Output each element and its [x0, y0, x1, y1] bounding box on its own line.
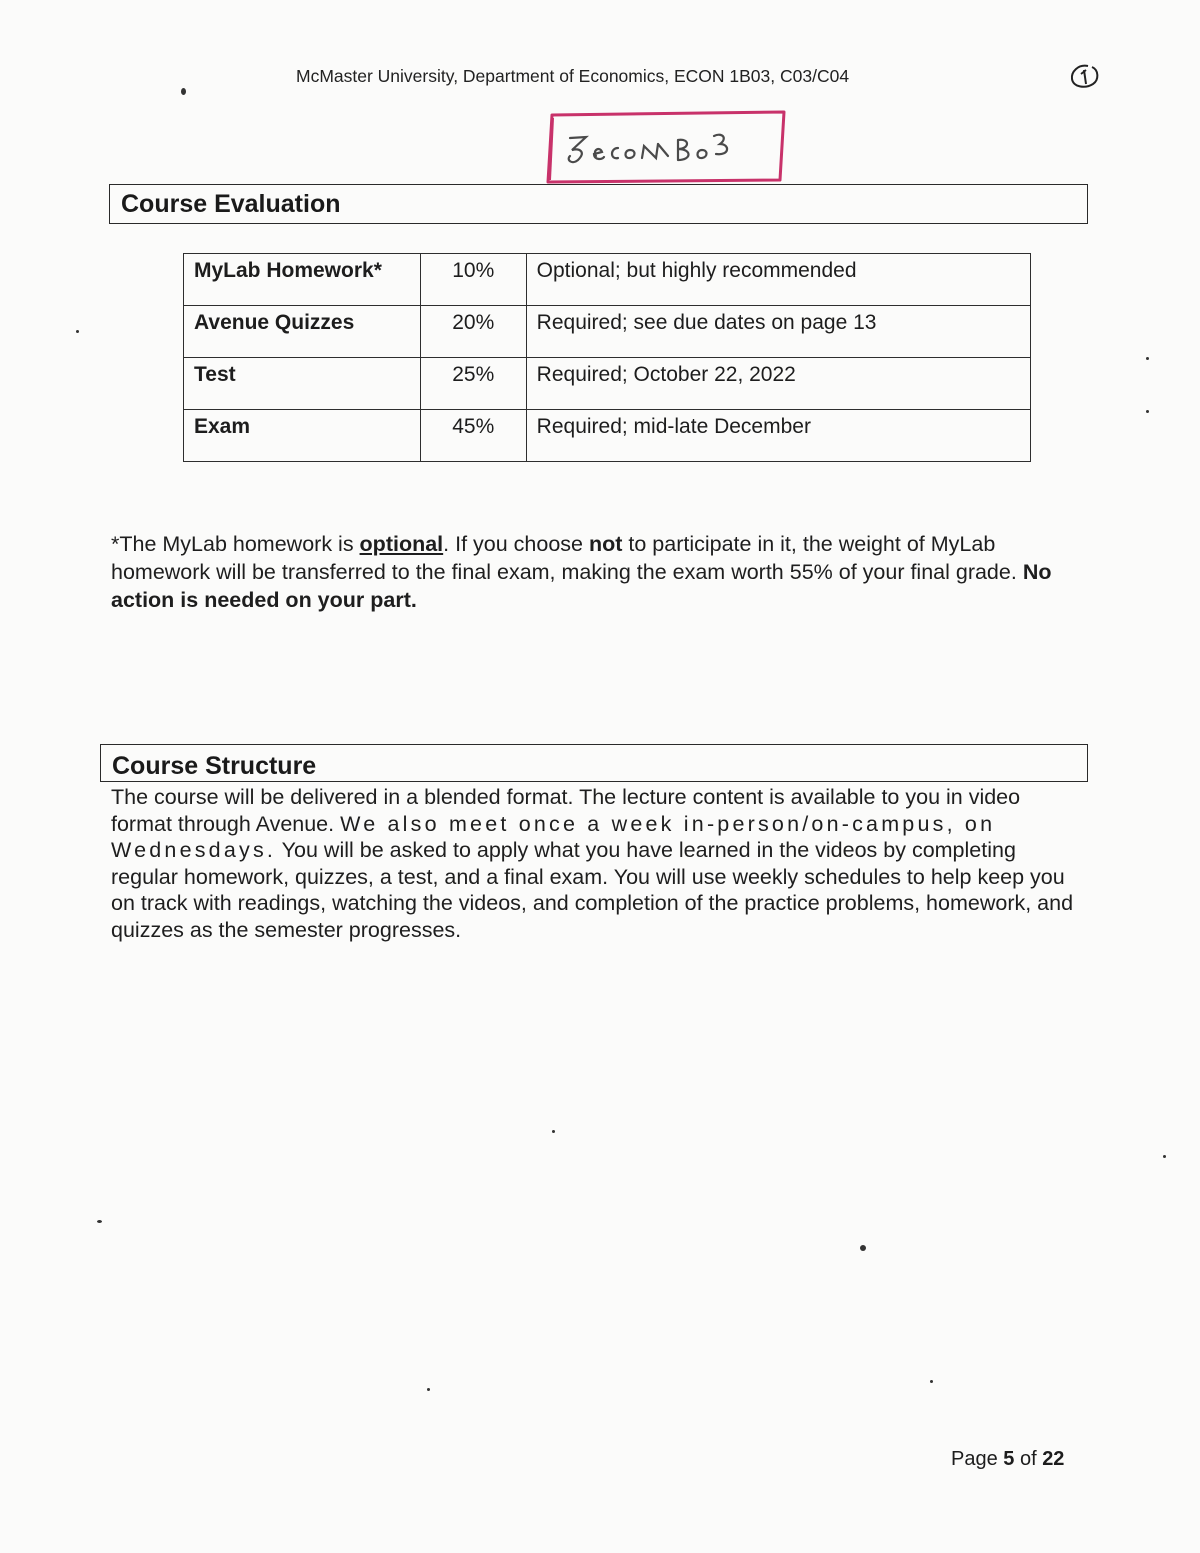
scan-speck — [860, 1245, 866, 1251]
weight-cell: 20% — [420, 306, 526, 358]
scan-speck — [1146, 357, 1149, 360]
weight-cell: 25% — [420, 358, 526, 410]
no-action-statement: No action is needed on your part. — [111, 560, 1052, 612]
optional-emphasis: optional — [359, 532, 444, 556]
scan-speck — [1163, 1155, 1166, 1158]
weight-cell: 10% — [420, 254, 526, 306]
note-cell: Required; see due dates on page 13 — [526, 306, 1030, 358]
handwritten-circled-number — [1068, 60, 1102, 92]
component-cell: Exam — [184, 410, 421, 462]
page-number: Page 5 of 22 — [951, 1448, 1065, 1470]
document-header: McMaster University, Department of Economics, ECON 1B03, C03/C04 — [296, 66, 850, 86]
handwritten-course-code-stamp — [544, 110, 788, 186]
component-cell: Avenue Quizzes — [184, 306, 421, 358]
scan-speck — [181, 88, 186, 95]
scan-speck — [97, 1220, 102, 1223]
table-row — [184, 358, 1031, 410]
weight-cell: 45% — [420, 410, 526, 462]
scan-speck — [76, 330, 79, 333]
course-structure-title: Course Structure — [112, 752, 317, 780]
scan-speck — [930, 1380, 933, 1383]
scan-speck — [552, 1130, 555, 1133]
mylab-optional-note: *The MyLab homework is optional. If you choose not to participate in it, the weight of MyLab homework will be transferred to the final exam, making the exam worth 55% of your final grade. No action is needed on your part. — [111, 532, 1052, 612]
note-cell: Required; October 22, 2022 — [526, 358, 1030, 410]
course-evaluation-title: Course Evaluation — [121, 190, 341, 218]
component-cell: Test — [184, 358, 421, 410]
spaced-meeting-text: We also meet once a week in-person/on-campus, on Wednesdays. — [111, 811, 996, 862]
grading-table — [183, 253, 1031, 462]
scan-speck — [1146, 410, 1149, 413]
table-row — [184, 254, 1031, 306]
course-structure-paragraph: The course will be delivered in a blended format. The lecture content is available to you in video format through Avenue. We also meet once a week in-person/on-campus, on Wednesdays. You will be asked to apply what you have learned in the videos by completing regular homework, quizzes, a test, and a final exam. You will use weekly schedules to help keep you on track with readings, watching the videos, and completion of the practice problems, homework, and quizzes as the semester progresses. — [111, 785, 1074, 942]
table-row — [184, 306, 1031, 358]
not-emphasis: not — [588, 532, 623, 556]
table-row — [184, 410, 1031, 462]
note-cell: Required; mid-late December — [526, 410, 1030, 462]
component-cell: MyLab Homework* — [184, 254, 421, 306]
scan-speck — [427, 1388, 430, 1391]
note-cell: Optional; but highly recommended — [526, 254, 1030, 306]
